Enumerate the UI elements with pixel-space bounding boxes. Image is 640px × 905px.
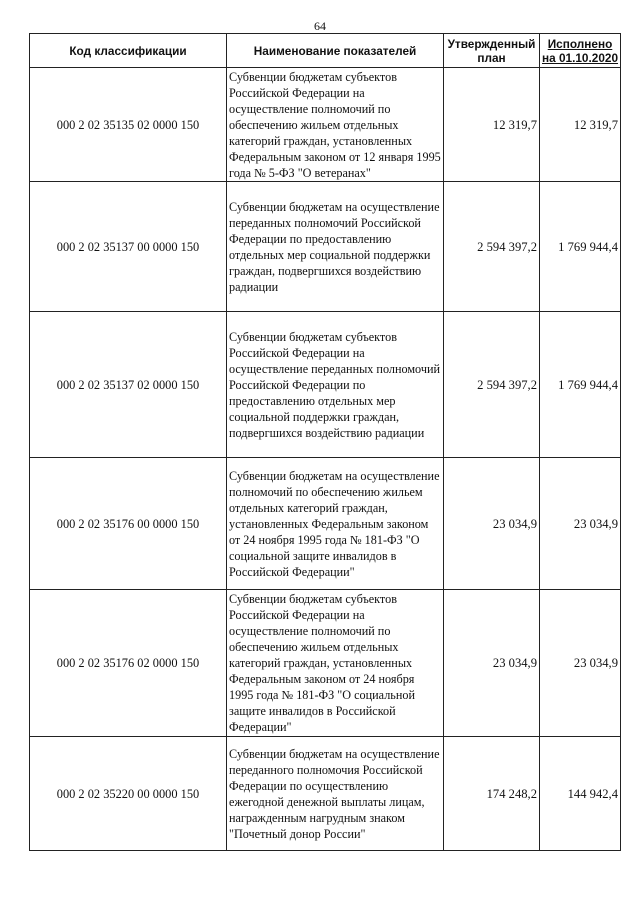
row-name: Субвенции бюджетам субъектов Российской Федерации на осуществление переданных полномочий Российской Федерации по предоставлению отдельных мер социальной поддержки граждан, подвергшихся воздействию радиации [227,312,444,458]
row-done: 12 319,7 [540,68,621,182]
row-done: 1 769 944,4 [540,312,621,458]
page-number: 64 [314,19,326,33]
row-code: 000 2 02 35176 00 0000 150 [30,458,227,590]
row-code: 000 2 02 35135 02 0000 150 [30,68,227,182]
row-plan: 174 248,2 [444,737,540,851]
table-row [30,737,621,851]
row-done: 144 942,4 [540,737,621,851]
row-name: Субвенции бюджетам на осуществление переданного полномочия Российской Федерации по осуществлению ежегодной денежной выплаты лицам, награжденным нагрудным знаком "Почетный донор России" [227,737,444,851]
header-code: Код классификации [30,34,227,68]
table-row [30,68,621,182]
table-row [30,458,621,590]
table-row [30,590,621,737]
row-done: 1 769 944,4 [540,182,621,312]
row-plan: 23 034,9 [444,590,540,737]
table-header-row [30,34,621,68]
row-plan: 12 319,7 [444,68,540,182]
header-done [540,34,621,68]
budget-table [29,33,621,851]
row-plan: 2 594 397,2 [444,182,540,312]
row-name: Субвенции бюджетам на осуществление полномочий по обеспечению жильем отдельных категорий граждан, установленных Федеральным законом от 24 ноября 1995 года № 181-ФЗ "О социальной защите инвалидов в Российской Федерации" [227,458,444,590]
header-plan: Утвержденный план [444,34,540,68]
row-name: Субвенции бюджетам субъектов Российской Федерации на осуществление полномочий по обеспечению жильем отдельных категорий граждан, установленных Федеральным законом от 24 ноября 1995 года № 181-ФЗ "О социальной защите инвалидов в Российской Федерации" [227,590,444,737]
row-code: 000 2 02 35137 00 0000 150 [30,182,227,312]
row-done: 23 034,9 [540,590,621,737]
header-done-label: Исполнено на 01.10.2020 [542,36,619,65]
table-row [30,182,621,312]
row-done: 23 034,9 [540,458,621,590]
row-name: Субвенции бюджетам субъектов Российской Федерации на осуществление полномочий по обеспечению жильем отдельных категорий граждан, установленных Федеральным законом от 12 января 1995 года № 5-ФЗ "О ветеранах" [227,68,444,182]
row-name: Субвенции бюджетам на осуществление переданных полномочий Российской Федерации по предоставлению отдельных мер социальной поддержки граждан, подвергшихся воздействию радиации [227,182,444,312]
row-plan: 23 034,9 [444,458,540,590]
table-row [30,312,621,458]
row-code: 000 2 02 35137 02 0000 150 [30,312,227,458]
header-name: Наименование показателей [227,34,444,68]
row-code: 000 2 02 35220 00 0000 150 [30,737,227,851]
row-plan: 2 594 397,2 [444,312,540,458]
row-code: 000 2 02 35176 02 0000 150 [30,590,227,737]
